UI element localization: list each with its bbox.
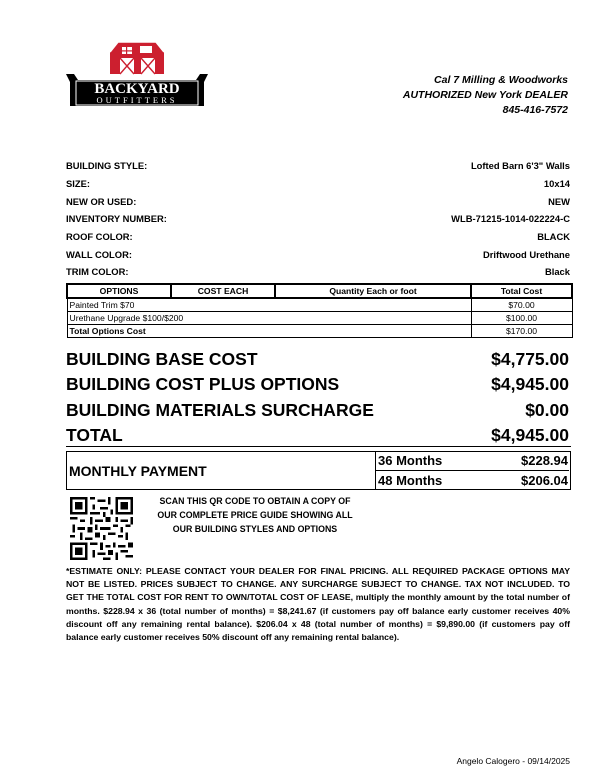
barn-icon (110, 42, 164, 74)
term-48: 48 Months (378, 473, 443, 488)
info-label: WALL COLOR: (66, 249, 132, 260)
qr-code-icon[interactable] (70, 497, 133, 560)
info-roof-color (66, 231, 570, 245)
options-table (66, 283, 573, 338)
option-total: $70.00 (471, 298, 572, 312)
info-label: NEW OR USED: (66, 196, 137, 207)
info-label: BUILDING STYLE: (66, 160, 148, 171)
divider (375, 470, 569, 471)
info-label: INVENTORY NUMBER: (66, 213, 167, 224)
info-value: Lofted Barn 6'3" Walls (470, 160, 570, 171)
cost-label: TOTAL (66, 425, 123, 445)
info-value: WLB-71215-1014-022224-C (451, 213, 570, 224)
option-total: $100.00 (471, 312, 572, 325)
option-name: Painted Trim $70 (67, 298, 471, 312)
term-36: 36 Months (378, 453, 443, 468)
total-options-label: Total Options Cost (67, 325, 471, 338)
info-wall-color (66, 249, 570, 263)
cost-plus-options (66, 374, 569, 396)
info-value: Driftwood Urethane (483, 249, 570, 260)
dealer-name: Cal 7 Milling & Woodworks (434, 74, 568, 86)
header-total-cost: Total Cost (471, 284, 572, 298)
info-label: SIZE: (66, 178, 90, 189)
info-inventory-number (66, 213, 570, 227)
total-options-value: $170.00 (471, 325, 572, 338)
option-name: Urethane Upgrade $100/$200 (67, 312, 471, 325)
qr-line: OUR COMPLETE PRICE GUIDE SHOWING ALL (157, 510, 353, 520)
divider (66, 446, 571, 447)
footer-signature-date: Angelo Calogero - 09/14/2025 (456, 756, 570, 766)
info-trim-color (66, 266, 570, 280)
info-size (66, 178, 570, 192)
cost-label: BUILDING MATERIALS SURCHARGE (66, 400, 374, 420)
cost-value: $4,945.00 (491, 374, 569, 394)
dealer-authorized: AUTHORIZED New York DEALER (402, 89, 568, 101)
header-cost-each: COST EACH (171, 284, 275, 298)
info-value: BLACK (537, 231, 570, 242)
options-total-row (67, 325, 572, 338)
info-value: Black (544, 266, 570, 277)
info-label: ROOF COLOR: (66, 231, 133, 242)
header-options: OPTIONS (67, 284, 171, 298)
cost-total (66, 425, 569, 447)
info-building-style (66, 160, 570, 174)
info-new-or-used (66, 196, 570, 210)
payment-48: $206.04 (521, 473, 568, 488)
qr-line: OUR BUILDING STYLES AND OPTIONS (172, 524, 338, 534)
cost-label: BUILDING COST PLUS OPTIONS (66, 374, 340, 394)
cost-value: $0.00 (525, 400, 569, 420)
logo-line2: OUTFITTERS (96, 95, 178, 105)
cost-base (66, 349, 569, 371)
info-label: TRIM COLOR: (66, 266, 129, 277)
monthly-payment-box (66, 451, 571, 490)
table-row (67, 298, 572, 312)
cost-value: $4,775.00 (491, 349, 569, 369)
disclaimer-text: *ESTIMATE ONLY: PLEASE CONTACT YOUR DEALER FOR FINAL PRICING. ALL REQUIRED PACKAGE OPTIONS MAY NOT BE LISTED. PRICES SUBJECT TO CHANGE. ANY SURCHARGE SUBJECT TO CHANGE. TAX NOT INCLUDED. TO GET THE TOTAL COST FOR RENT TO OWN/TOTAL COST OF LEASE, multiply the monthly amount by the total number of months. $228.94 x 36 (total number of months) = $8,241.67 (if customers pay off balance early customer receives 40% discount off any remaining rental balance). $206.04 x 48 (total number of months) = $9,890.00 (if customers pay off balance early customer receives 50% discount off any remaining rental balance). (66, 566, 570, 643)
header-quantity: Quantity Each or foot (275, 284, 471, 298)
options-header-row (67, 284, 572, 298)
cost-label: BUILDING BASE COST (66, 349, 258, 369)
dealer-phone: 845-416-7572 (502, 104, 568, 116)
info-value: NEW (548, 196, 570, 207)
payment-36: $228.94 (521, 453, 568, 468)
monthly-payment-label: MONTHLY PAYMENT (69, 463, 207, 479)
cost-value: $4,945.00 (491, 425, 569, 445)
cost-surcharge (66, 400, 569, 422)
qr-line: SCAN THIS QR CODE TO OBTAIN A COPY OF (159, 496, 351, 506)
table-row (67, 312, 572, 325)
qr-instructions (140, 494, 370, 536)
logo-line1: BACKYARD (94, 81, 180, 97)
backyard-outfitters-logo (66, 34, 208, 110)
info-value: 10x14 (543, 178, 570, 189)
